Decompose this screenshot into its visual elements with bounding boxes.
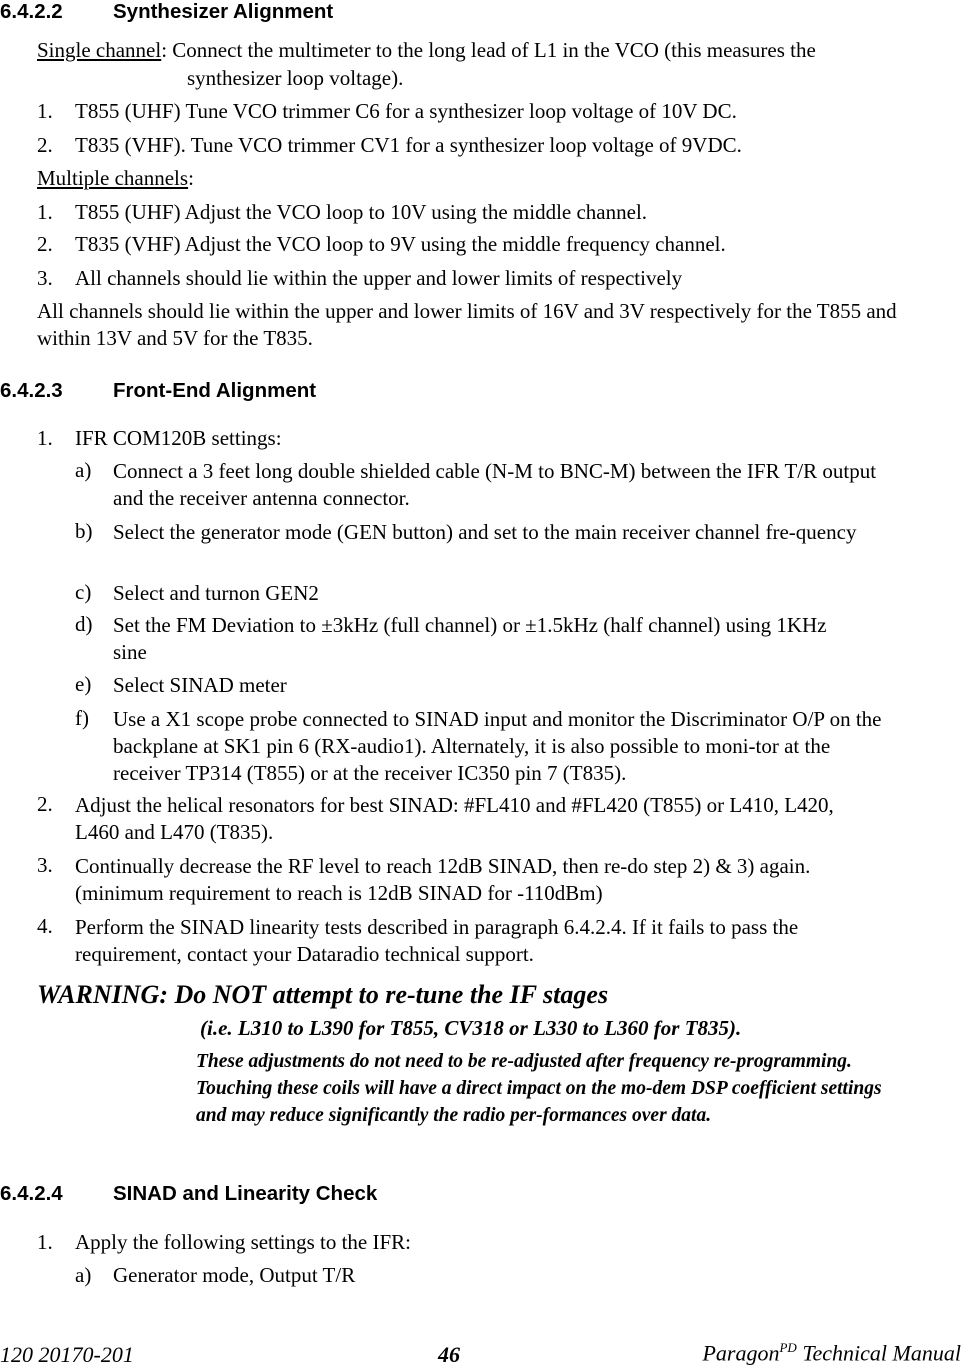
section-title: SINAD and Linearity Check (113, 1182, 378, 1205)
list-number: 1. (37, 426, 53, 450)
sub-list-item (75, 1263, 356, 1288)
list-item (37, 99, 737, 124)
list-text: T855 (UHF) Adjust the VCO loop to 10V using the middle channel. (75, 200, 648, 224)
sub-list-text: Set the FM Deviation to ±3kHz (full channel) or ±1.5kHz (half channel) using 1KHz sine (113, 613, 827, 664)
list-text: T835 (VHF) Adjust the VCO loop to 9V using the middle frequency channel. (75, 232, 726, 256)
list-number: 4. (37, 914, 53, 938)
single-channel-line (37, 38, 816, 63)
list-item (37, 914, 897, 968)
footer-doc-number: 120 20170-201 (0, 1342, 134, 1367)
sub-list-item (75, 519, 905, 546)
section-number: 6.4.2.2 (0, 0, 63, 23)
section-6422-heading (0, 0, 334, 24)
section-title: Synthesizer Alignment (113, 0, 334, 23)
sub-list-letter: b) (75, 519, 93, 543)
sub-list-text: Select SINAD meter (113, 673, 287, 697)
list-item (37, 232, 726, 257)
footer-manual-suffix: Technical Manual (796, 1340, 961, 1366)
list-text: Continually decrease the RF level to reach 12dB SINAD, then re-do step 2) & 3) again. (minimum requirement to reach is 12dB SINAD for -110dBm) (75, 854, 811, 905)
sub-list-text: Connect a 3 feet long double shielded cable (N-M to BNC-M) between the IFR T/R output and the receiver antenna connector. (113, 459, 877, 510)
list-number: 3. (37, 853, 53, 877)
sub-list-text: Use a X1 scope probe connected to SINAD input and monitor the Discriminator O/P on the backplane at SK1 pin 6 (RX-audio1). Alternately, it is also possible to moni-tor at the receiver TP314 (T855) or at the receiver IC350 pin 7 (T835). (113, 707, 882, 785)
sub-list-item (75, 672, 905, 699)
list-item (37, 426, 282, 451)
sub-list-item (75, 580, 905, 607)
list-text: IFR COM120B settings: (75, 426, 282, 450)
section-6423-heading (0, 379, 317, 403)
multiple-channels-colon: : (188, 166, 194, 190)
sub-list-text: Select the generator mode (GEN button) and set to the main receiver channel fre-quency (113, 520, 857, 544)
list-text: Apply the following settings to the IFR: (75, 1230, 411, 1254)
sub-list-letter: e) (75, 672, 92, 696)
list-item (37, 853, 897, 907)
list-number: 2. (37, 792, 53, 816)
list-text: Adjust the helical resonators for best SINAD: #FL410 and #FL420 (T855) or L410, L420, L460 and L470 (T835). (75, 793, 834, 844)
multiple-channels-label: Multiple channels (37, 166, 189, 190)
sub-list-letter: a) (75, 458, 92, 482)
list-item (37, 133, 742, 158)
single-channel-label: Single channel (37, 38, 162, 62)
list-text: Perform the SINAD linearity tests described in paragraph 6.4.2.4. If it fails to pass the requirement, contact your Dataradio technical support. (75, 915, 799, 966)
sub-list-letter: a) (75, 1263, 92, 1287)
list-text: All channels should lie within the upper and lower limits of respectively (75, 266, 683, 290)
sub-list-letter: f) (75, 706, 89, 730)
warning-subtitle: (i.e. L310 to L390 for T855, CV318 or L330 to L360 for T835). (200, 1016, 742, 1040)
footer-manual-sup: PD (779, 1340, 797, 1355)
section-number: 6.4.2.4 (0, 1182, 63, 1205)
single-channel-text-cont: synthesizer loop voltage). (187, 66, 404, 90)
warning-body: These adjustments do not need to be re-adjusted after frequency re-programming. Touching these coils will have a direct impact on the mo-dem DSP coefficient settings and may reduce significantly the radio per-formances over data. (196, 1051, 882, 1126)
sub-list-text: Select and turnon GEN2 (113, 581, 319, 605)
list-text: T855 (UHF) Tune VCO trimmer C6 for a synthesizer loop voltage of 10V DC. (75, 99, 737, 123)
sub-list-item (75, 612, 905, 666)
section-number: 6.4.2.3 (0, 379, 63, 402)
footer-manual-name: Paragon (702, 1340, 780, 1366)
list-number: 2. (37, 232, 53, 256)
list-number: 1. (37, 1230, 53, 1254)
sub-list-letter: d) (75, 612, 93, 636)
section-title: Front-End Alignment (113, 379, 317, 402)
multiple-channels-line (37, 166, 194, 191)
list-item (37, 792, 897, 846)
footer-manual-title (702, 1340, 961, 1366)
list-number: 1. (37, 200, 53, 224)
list-item (37, 1230, 411, 1255)
list-number: 1. (37, 99, 53, 123)
limits-paragraph: All channels should lie within the upper and lower limits of 16V and 3V respectively for the T855 and within 13V and 5V for the T835. (37, 299, 897, 350)
list-text: T835 (VHF). Tune VCO trimmer CV1 for a synthesizer loop voltage of 9VDC. (75, 133, 742, 157)
list-number: 2. (37, 133, 53, 157)
single-channel-text: : Connect the multimeter to the long lead of L1 in the VCO (this measures the (161, 38, 816, 62)
sub-list-text: Generator mode, Output T/R (113, 1263, 356, 1287)
warning-title: WARNING: Do NOT attempt to re-tune the IF stages (37, 980, 609, 1009)
sub-list-item (75, 458, 905, 512)
list-item (37, 266, 683, 291)
list-item (37, 200, 648, 225)
sub-list-letter: c) (75, 580, 92, 604)
sub-list-item (75, 706, 905, 787)
list-number: 3. (37, 266, 53, 290)
section-6424-heading (0, 1182, 378, 1206)
footer-page-number: 46 (438, 1342, 460, 1367)
